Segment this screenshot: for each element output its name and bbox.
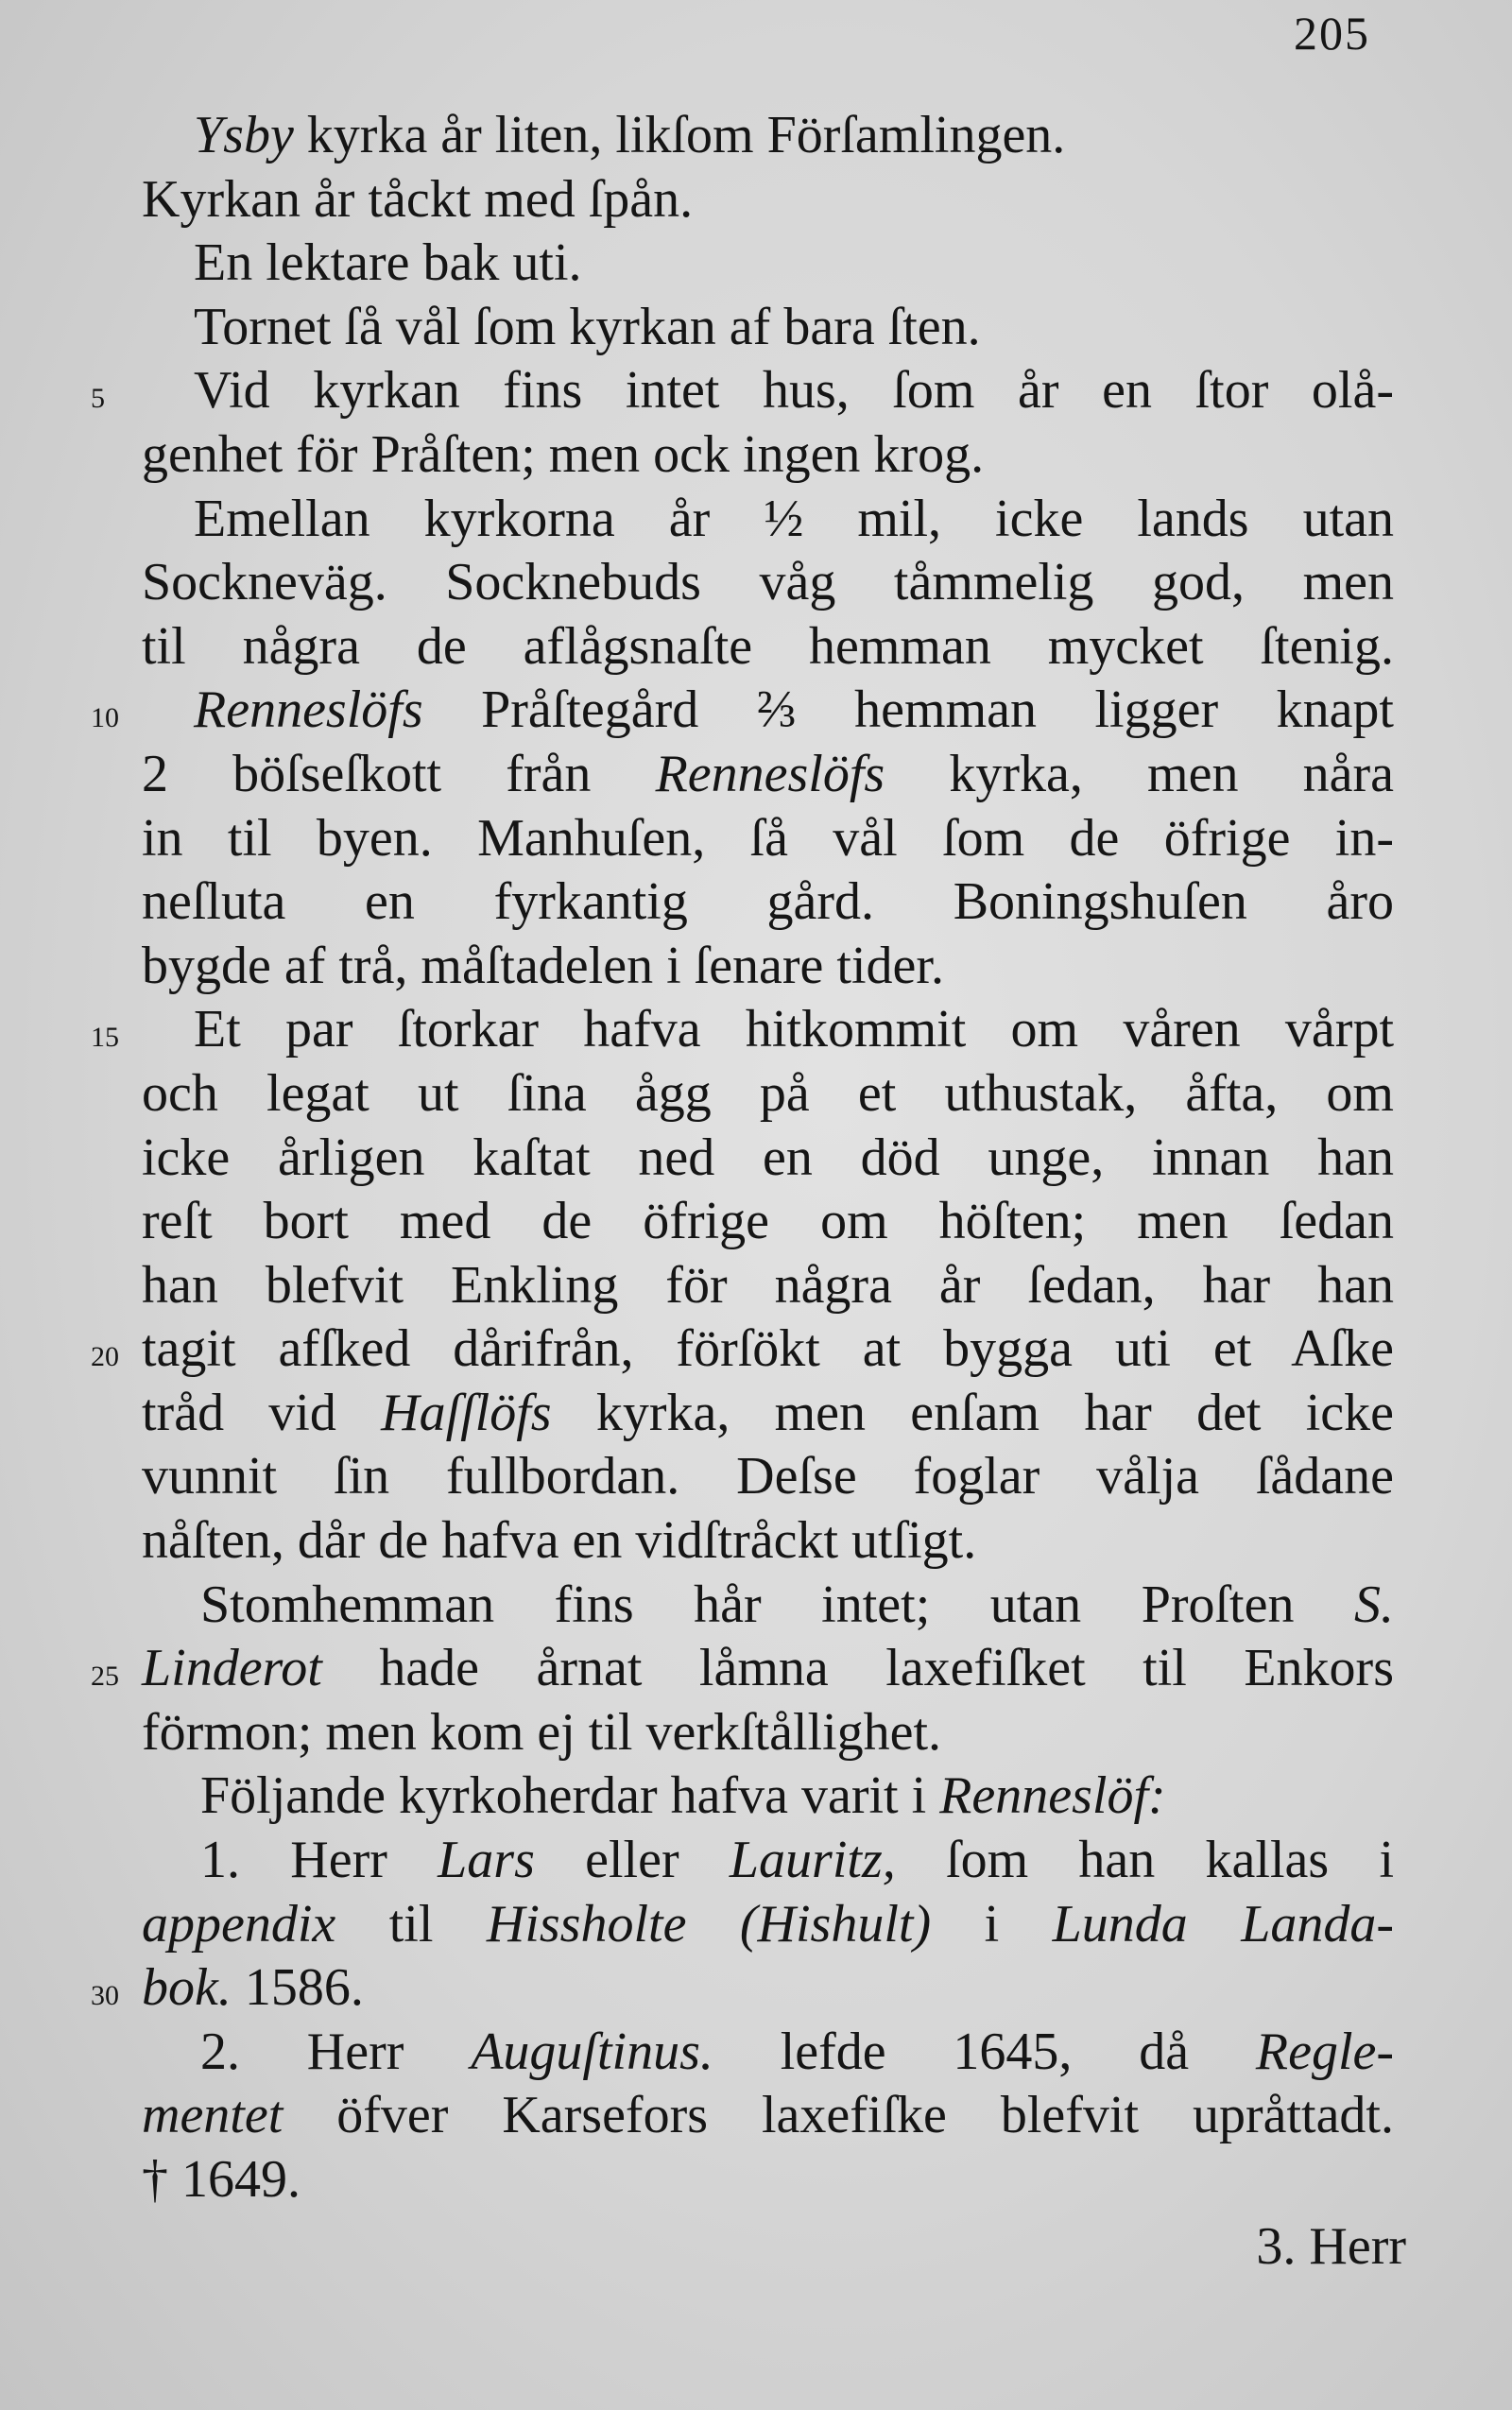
line-text bbox=[142, 1190, 1394, 1254]
italic-text: Renneslöfs bbox=[194, 680, 423, 740]
text-line bbox=[0, 1893, 1512, 1957]
line-text bbox=[194, 998, 1394, 1062]
line-text bbox=[142, 1317, 1394, 1382]
roman-text: hade årnat låmna laxefiſket til Enkors bbox=[321, 1639, 1394, 1698]
text-line bbox=[0, 2021, 1512, 2085]
italic-text: Linderot bbox=[142, 1639, 322, 1698]
line-text bbox=[194, 232, 1394, 296]
line-text bbox=[142, 935, 1394, 999]
line-text bbox=[142, 551, 1394, 615]
text-line bbox=[0, 615, 1512, 680]
line-text bbox=[142, 1382, 1394, 1446]
roman-text: Tornet ſå vål ſom kyrkan af bara ſten. bbox=[194, 297, 981, 356]
roman-text: Et par ſtorkar hafva hitkommit om våren vårpt bbox=[194, 1000, 1394, 1059]
roman-text: genhet för Pråſten; men ock ingen krog. bbox=[142, 424, 985, 484]
italic-text: Renneslöf: bbox=[939, 1766, 1166, 1826]
text-line bbox=[0, 1254, 1512, 1318]
line-text bbox=[142, 1445, 1394, 1509]
line-text bbox=[142, 1701, 1394, 1765]
roman-text: neſluta en fyrkantig gård. Boningshuſen åro bbox=[142, 872, 1394, 932]
line-text bbox=[142, 1062, 1394, 1127]
roman-text: tagit afſked dårifrån, förſökt at bygga uti et Aſke bbox=[142, 1319, 1394, 1379]
line-text bbox=[200, 1829, 1394, 1893]
text-line bbox=[0, 1637, 1512, 1701]
text-line bbox=[0, 168, 1512, 232]
roman-text: och legat ut ſina ågg på et uthustak, åfta, om bbox=[142, 1063, 1394, 1123]
roman-text: bygde af trå, måſtadelen i ſenare tider. bbox=[142, 936, 944, 995]
line-text bbox=[142, 1637, 1394, 1701]
text-line bbox=[0, 488, 1512, 552]
text-line bbox=[0, 807, 1512, 871]
italic-text: mentet bbox=[142, 2086, 284, 2145]
line-text bbox=[142, 2148, 1394, 2212]
italic-text: Lunda Landa- bbox=[1052, 1894, 1395, 1954]
roman-text: kyrka, men nåra bbox=[885, 744, 1394, 803]
roman-text: vunnit ſin fullbordan. Deſse foglar vålja ſådane bbox=[142, 1447, 1394, 1506]
line-number: 10 bbox=[91, 702, 119, 734]
line-text bbox=[194, 488, 1394, 552]
roman-text: † 1649. bbox=[142, 2150, 301, 2209]
roman-text: til några de aflågsnaſte hemman mycket ſtenig. bbox=[142, 616, 1394, 676]
roman-text: kyrka, men enſam har det icke bbox=[551, 1383, 1395, 1442]
text-line bbox=[0, 232, 1512, 296]
line-text bbox=[142, 743, 1394, 807]
line-text bbox=[142, 1254, 1394, 1318]
italic-text: S. bbox=[1354, 1575, 1394, 1634]
text-line bbox=[0, 2148, 1512, 2212]
text-line bbox=[0, 1829, 1512, 1893]
text-line bbox=[0, 551, 1512, 615]
italic-text: Auguſtinus. bbox=[471, 2022, 713, 2081]
italic-text: Hissholte (Hishult) bbox=[486, 1894, 932, 1954]
line-text bbox=[142, 168, 1394, 232]
line-number: 25 bbox=[91, 1661, 119, 1693]
text-line bbox=[0, 1445, 1512, 1509]
line-text bbox=[142, 807, 1394, 871]
line-text bbox=[200, 1764, 1394, 1829]
roman-text: i bbox=[931, 1894, 1053, 1954]
line-text bbox=[194, 679, 1394, 743]
line-text bbox=[142, 1893, 1394, 1957]
line-text bbox=[194, 104, 1394, 168]
text-line bbox=[0, 359, 1512, 423]
roman-text: icke årligen kaſtat ned en död unge, innan han bbox=[142, 1128, 1394, 1187]
text-line bbox=[0, 1509, 1512, 1574]
text-line bbox=[0, 935, 1512, 999]
roman-text: ſom han kallas i bbox=[895, 1831, 1395, 1890]
roman-text: in til byen. Manhuſen, ſå vål ſom de öfrige in- bbox=[142, 808, 1394, 868]
line-text bbox=[200, 1574, 1394, 1638]
italic-text: bok. bbox=[142, 1958, 232, 2018]
roman-text: Kyrkan år tåckt med ſpån. bbox=[142, 169, 694, 229]
text-line bbox=[0, 679, 1512, 743]
line-text bbox=[194, 359, 1394, 423]
text-line bbox=[0, 1382, 1512, 1446]
text-line bbox=[0, 1701, 1512, 1765]
line-text bbox=[200, 2021, 1394, 2085]
text-line bbox=[0, 423, 1512, 488]
text-line bbox=[0, 870, 1512, 935]
line-text bbox=[194, 296, 1394, 360]
roman-text: förmon; men kom ej til verkſtållighet. bbox=[142, 1702, 942, 1762]
roman-text: til bbox=[335, 1894, 487, 1954]
text-line bbox=[0, 743, 1512, 807]
text-line bbox=[0, 1127, 1512, 1191]
line-text bbox=[142, 1127, 1394, 1191]
line-text bbox=[142, 1509, 1394, 1574]
roman-text: 2 böſseſkott från bbox=[142, 744, 656, 803]
roman-text: 1586. bbox=[231, 1958, 364, 2018]
roman-text: Stomhemman fins hår intet; utan Proſten bbox=[200, 1575, 1354, 1634]
line-number: 5 bbox=[91, 383, 105, 415]
roman-text: han blefvit Enkling för några år ſedan, har han bbox=[142, 1255, 1394, 1315]
roman-text: reſt bort med de öfrige om höſten; men ſedan bbox=[142, 1192, 1394, 1251]
roman-text: Sockneväg. Socknebuds våg tåmmelig god, men bbox=[142, 553, 1394, 612]
roman-text: kyrka år liten, likſom Förſamlingen. bbox=[293, 106, 1066, 164]
text-body bbox=[0, 104, 1512, 2212]
italic-text: Lauritz, bbox=[729, 1831, 896, 1890]
line-text bbox=[142, 1956, 1394, 2021]
text-line bbox=[0, 1317, 1512, 1382]
line-number: 30 bbox=[91, 1980, 119, 2012]
text-line bbox=[0, 2084, 1512, 2148]
italic-text: appendix bbox=[142, 1894, 336, 1954]
text-line bbox=[0, 104, 1512, 168]
italic-text: Lars bbox=[438, 1831, 535, 1890]
italic-text: Haſſlöfs bbox=[381, 1383, 552, 1442]
italic-text: Regle- bbox=[1255, 2022, 1394, 2081]
italic-text: Ysby bbox=[194, 106, 294, 164]
roman-text: 2. Herr bbox=[200, 2022, 472, 2081]
text-line bbox=[0, 1062, 1512, 1127]
line-text bbox=[142, 2084, 1394, 2148]
text-line bbox=[0, 1190, 1512, 1254]
text-line bbox=[0, 1956, 1512, 2021]
line-number: 20 bbox=[91, 1341, 119, 1373]
roman-text: En lektare bak uti. bbox=[194, 233, 582, 293]
line-text bbox=[142, 615, 1394, 680]
line-number: 15 bbox=[91, 1022, 119, 1054]
roman-text: 1. Herr bbox=[200, 1831, 438, 1890]
text-line bbox=[0, 1574, 1512, 1638]
line-text bbox=[142, 870, 1394, 935]
roman-text: nåſten, dår de hafva en vidſtråckt utſigt. bbox=[142, 1511, 977, 1571]
text-line bbox=[0, 998, 1512, 1062]
roman-text: Vid kyrkan fins intet hus, ſom år en ſtor olå- bbox=[194, 361, 1394, 421]
roman-text: öfver Karsefors laxefiſke blefvit upråttadt. bbox=[283, 2086, 1394, 2145]
roman-text: Pråſtegård ⅔ hemman ligger knapt bbox=[422, 680, 1394, 740]
text-line bbox=[0, 1764, 1512, 1829]
roman-text: Följande kyrkoherdar hafva varit i bbox=[200, 1766, 940, 1826]
italic-text: Renneslöfs bbox=[655, 744, 885, 803]
roman-text: lefde 1645, då bbox=[713, 2022, 1256, 2081]
catchword: 3. Herr bbox=[1256, 2217, 1406, 2276]
page-number: 205 bbox=[1294, 7, 1370, 60]
roman-text: tråd vid bbox=[142, 1383, 382, 1442]
roman-text: Emellan kyrkorna år ½ mil, icke lands utan bbox=[194, 489, 1394, 548]
text-line bbox=[0, 296, 1512, 360]
roman-text: eller bbox=[534, 1831, 730, 1890]
line-text bbox=[142, 423, 1394, 488]
